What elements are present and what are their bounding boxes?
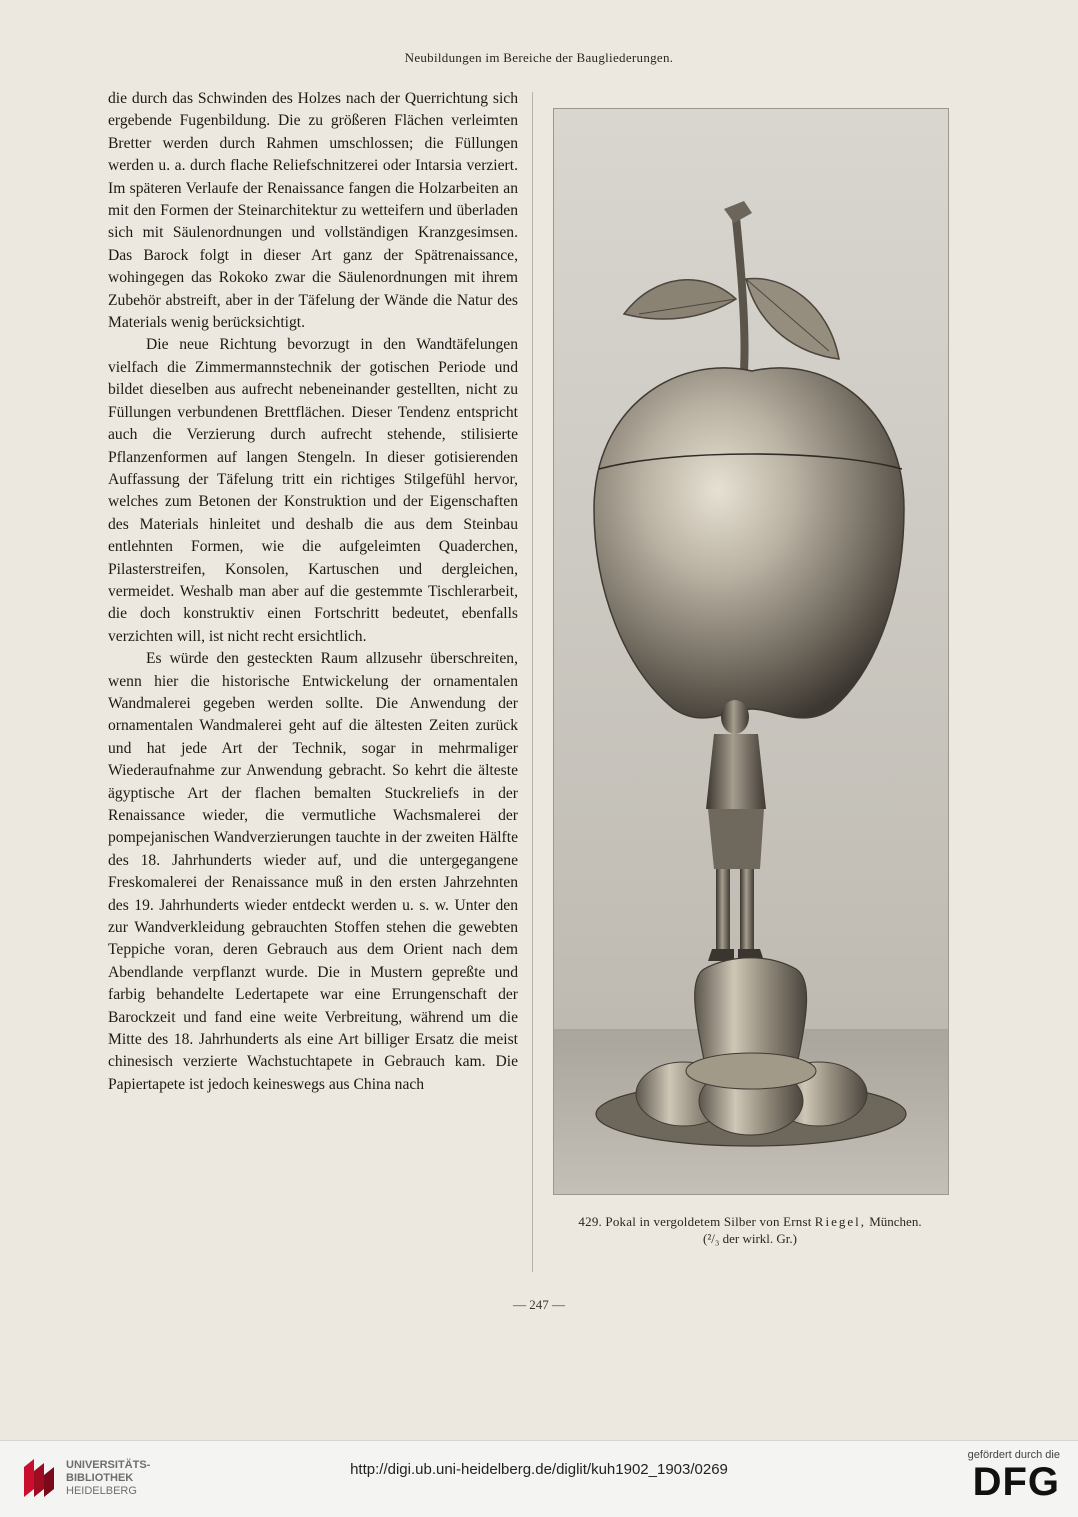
- funder-tagline: gefördert durch die: [967, 1449, 1060, 1461]
- caption-artist: Riegel,: [814, 1214, 866, 1229]
- paragraph-3: Es würde den gesteckten Raum allzusehr überschreiten, wenn hier die historische Entwickelung der ornamentalen Wandmalerei gegeben werden sollte. Die Anwendung der ornamentalen Wandmalerei geht auf die ältesten Zeiten zurück und hat jede Art der Technik, sogar in mehrmaliger Wiederaufnahme zur Anwendung gebracht. So kehrt die älteste ägyptische Art der flachen bemalten Stuckreliefs in der Renaissance wieder, die vermutliche Wachsmalerei der pompejanischen Wandverzierungen tauchte in der zweiten Hälfte des 18. Jahrhunderts wieder auf, und die untergegangene Freskomalerei der Renaissance muß in den ersten Jahrzehnten des 19. Jahrhunderts wieder entdeckt werden u. s. w. Unter den zur Wandverkleidung gebrauchten Stoffen stehen die gewebten Teppiche voran, deren Gebrauch aus dem Orient nach dem Abendlande verpflanzt wurde. Die in Mustern gepreßte und farbig behandelte Ledertapete war eine Errungenschaft der Barockzeit und fand eine weite Verbreitung, während um die Mitte des 18. Jahrhunderts als eine Art billiger Ersatz die meist chinesisch verzierte Wachstuchtapete in Gebrauch kam. Die Papiertapete ist jedoch keineswegs aus China nach: [108, 650, 518, 1093]
- permalink-url[interactable]: http://digi.ub.uni-heidelberg.de/diglit/kuh1902_1903/0269: [350, 1461, 728, 1478]
- library-name-line3: HEIDELBERG: [66, 1485, 137, 1497]
- figure-caption: [540, 1213, 960, 1247]
- apple-cup: [594, 368, 904, 718]
- body-text-column: [108, 88, 518, 1096]
- dfg-wordmark: DFG: [972, 1460, 1060, 1504]
- apple-goblet-illustration: [554, 109, 949, 1195]
- caption-place: München.: [869, 1214, 922, 1229]
- running-head: Neubildungen im Bereiche der Baugliederungen.: [404, 50, 674, 65]
- paragraph-1: die durch das Schwinden des Holzes nach der Querrichtung sich ergebende Fugenbildung. Die zu größeren Flächen verleimten Bretter werden durch Rahmen umschlossen; die Füllungen werden u. a. durch flache Reliefschnitzerei oder Intarsia verziert. Im späteren Verlaufe der Renaissance fangen die Holzarbeiten an mit den Formen der Steinarchitektur zu wetteifern und überladen sich mit Säulenordnungen und vollständigen Kranzgesimsen. Das Barock folgt in dieser Art ganz der Spätrenaissance, wohingegen das Rokoko zwar die Säulenordnungen mit ihrem Zubehör abstreift, aber in der Täfelung der Wände die Natur des Materials wenig berücksichtigt.: [108, 90, 518, 332]
- digitization-footer: [0, 1440, 1078, 1517]
- column-divider: [532, 92, 533, 1272]
- library-name-line2: BIBLIOTHEK: [66, 1472, 134, 1484]
- knop: [695, 958, 807, 1069]
- goblet-photograph: [553, 108, 949, 1195]
- stem-and-leaves: [624, 201, 839, 371]
- dfg-funder-logo[interactable]: [952, 1449, 1060, 1511]
- caption-text: 429. Pokal in vergoldetem Silber von Ernst: [578, 1214, 812, 1229]
- paragraph-2: Die neue Richtung bevorzugt in den Wandtäfelungen vielfach die Zimmermannstechnik der gotischen Periode und bildet dieselben aus aufrecht nebeneinander gestellten, nicht zu Füllungen verbundenen Brettflächen. Dieser Tendenz entspricht auch die Verzierung durch aufrecht stehende, stilisierte Pflanzenformen auf langen Stengeln. In dieser gotisierenden Auffassung der Täfelung tritt ein richtiges Stilgefühl hervor, welches zum Betonen der Konstruktion und der Eigenschaften des Materials hinleitet und deshalb die aus dem Steinbau entlehnten Formen, wie die aufgeleimten Quaderchen, Pilasterstreifen, Konsolen, Kartuschen und dergleichen, vermeidet. Weshalb man aber auf die gestemmte Tischlerarbeit, die doch konstruktiv einen Fortschritt bedeutet, ebenfalls verzichten will, ist nicht recht ersichtlich.: [108, 336, 518, 645]
- caption-scale: (²/₃ der wirkl. Gr.): [703, 1231, 797, 1246]
- library-name-line1: UNIVERSITÄTS-: [66, 1459, 151, 1471]
- page-number: — 247 —: [513, 1297, 565, 1312]
- boy-figure: [706, 700, 766, 961]
